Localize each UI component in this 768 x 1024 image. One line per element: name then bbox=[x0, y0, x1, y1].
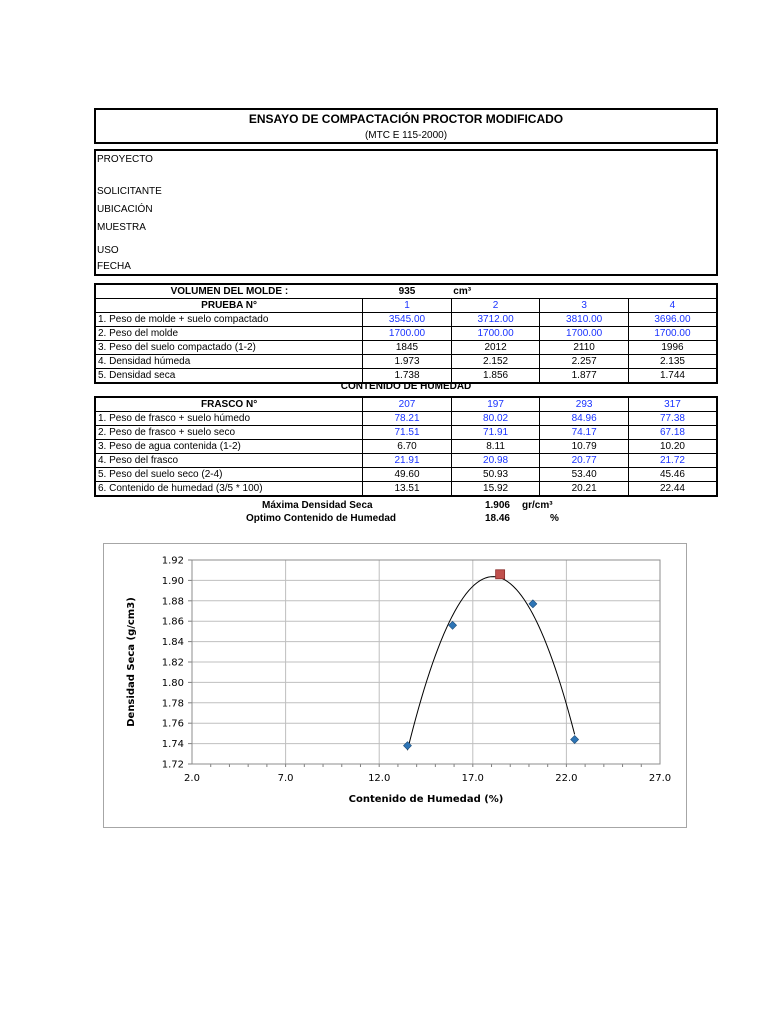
cell-value: 78.21 bbox=[363, 412, 452, 426]
cell-value: 3696.00 bbox=[628, 313, 717, 327]
cell-value: 10.20 bbox=[628, 440, 717, 454]
y-tick-label: 1.88 bbox=[161, 596, 184, 608]
cell-value: 1700.00 bbox=[628, 327, 717, 341]
y-tick-label: 1.72 bbox=[161, 759, 184, 771]
row-label: 2. Peso de frasco + suelo seco bbox=[95, 426, 363, 440]
info-label-ubicacion: UBICACIÓN bbox=[97, 204, 153, 215]
table-row bbox=[95, 341, 717, 355]
x-tick-label: 22.0 bbox=[555, 773, 578, 784]
row-label: 4. Densidad húmeda bbox=[95, 355, 363, 369]
table-row bbox=[95, 468, 717, 482]
info-label-uso: USO bbox=[97, 245, 119, 256]
y-axis-title: Densidad Seca (g/cm3) bbox=[126, 597, 137, 727]
data-point bbox=[449, 621, 457, 629]
cell-value: 1845 bbox=[363, 341, 452, 355]
table-row bbox=[95, 412, 717, 426]
cell-value: 2.152 bbox=[451, 355, 540, 369]
max-density-label: Máxima Densidad Seca bbox=[262, 500, 373, 511]
moisture-table bbox=[94, 396, 718, 497]
cell-value: 1.738 bbox=[363, 369, 452, 384]
optimum-moisture-value: 18.46 bbox=[484, 513, 510, 524]
table-row bbox=[95, 440, 717, 454]
density-table bbox=[94, 283, 718, 384]
cell-value: 1.973 bbox=[363, 355, 452, 369]
title-box bbox=[94, 108, 718, 144]
x-tick-label: 7.0 bbox=[277, 773, 294, 784]
test-number: 1 bbox=[363, 299, 452, 313]
cell-value: 50.93 bbox=[451, 468, 540, 482]
y-tick-label: 1.92 bbox=[161, 555, 184, 567]
cell-value: 21.72 bbox=[628, 454, 717, 468]
cell-value: 49.60 bbox=[363, 468, 452, 482]
cell-value: 2012 bbox=[451, 341, 540, 355]
info-label-solicitante: SOLICITANTE bbox=[97, 186, 162, 197]
cell-value: 45.46 bbox=[628, 468, 717, 482]
cell-value: 71.91 bbox=[451, 426, 540, 440]
optimum-moisture-unit: % bbox=[550, 513, 559, 524]
cell-value: 20.21 bbox=[540, 482, 629, 497]
cell-value: 15.92 bbox=[451, 482, 540, 497]
row-label: 3. Peso del suelo compactado (1-2) bbox=[95, 341, 363, 355]
test-number: 4 bbox=[628, 299, 717, 313]
cell-value: 74.17 bbox=[540, 426, 629, 440]
table-row bbox=[95, 299, 717, 313]
cell-value: 10.79 bbox=[540, 440, 629, 454]
y-tick-label: 1.84 bbox=[161, 637, 184, 649]
test-number: 3 bbox=[540, 299, 629, 313]
cell-value: 84.96 bbox=[540, 412, 629, 426]
table-row bbox=[95, 327, 717, 341]
optimum-moisture-label: Optimo Contenido de Humedad bbox=[246, 513, 396, 524]
row-label: 4. Peso del frasco bbox=[95, 454, 363, 468]
table-row bbox=[95, 482, 717, 497]
y-tick-label: 1.82 bbox=[161, 657, 184, 669]
max-density-unit: gr/cm³ bbox=[522, 500, 553, 511]
table-row bbox=[95, 454, 717, 468]
chart-svg bbox=[104, 544, 688, 829]
y-tick-label: 1.90 bbox=[161, 575, 184, 587]
report-title: ENSAYO DE COMPACTACIÓN PROCTOR MODIFICADO bbox=[248, 112, 564, 126]
flask-number: 197 bbox=[451, 397, 540, 412]
compaction-chart bbox=[103, 543, 687, 828]
row-label: 6. Contenido de humedad (3/5 * 100) bbox=[95, 482, 363, 497]
cell-value: 1.856 bbox=[451, 369, 540, 384]
info-label-muestra: MUESTRA bbox=[97, 222, 146, 233]
y-tick-label: 1.74 bbox=[161, 739, 184, 751]
volume-value: 935 bbox=[398, 286, 416, 297]
cell-value: 1700.00 bbox=[451, 327, 540, 341]
cell-value: 67.18 bbox=[628, 426, 717, 440]
y-tick-label: 1.86 bbox=[161, 616, 184, 628]
flask-number: 317 bbox=[628, 397, 717, 412]
project-info-box bbox=[94, 149, 718, 276]
row-label: 1. Peso de frasco + suelo húmedo bbox=[95, 412, 363, 426]
volume-label: VOLUMEN DEL MOLDE : bbox=[170, 286, 289, 297]
info-label-proyecto: PROYECTO bbox=[97, 154, 153, 165]
x-axis-title: Contenido de Humedad (%) bbox=[348, 794, 504, 805]
fit-curve bbox=[407, 577, 574, 751]
cell-value: 6.70 bbox=[363, 440, 452, 454]
cell-value: 71.51 bbox=[363, 426, 452, 440]
table-row bbox=[95, 355, 717, 369]
cell-value: 3545.00 bbox=[363, 313, 452, 327]
volume-unit: cm³ bbox=[453, 286, 472, 297]
table-row bbox=[95, 426, 717, 440]
max-density-point bbox=[496, 570, 505, 579]
moisture-section-title: CONTENIDO DE HUMEDAD bbox=[340, 381, 472, 392]
cell-value: 1.744 bbox=[628, 369, 717, 384]
cell-value: 22.44 bbox=[628, 482, 717, 497]
cell-value: 1700.00 bbox=[363, 327, 452, 341]
data-point bbox=[403, 742, 411, 750]
row-label: 5. Densidad seca bbox=[95, 369, 363, 384]
table-row bbox=[95, 313, 717, 327]
cell-value: 3712.00 bbox=[451, 313, 540, 327]
cell-value: 53.40 bbox=[540, 468, 629, 482]
frasco-header: FRASCO N° bbox=[95, 397, 363, 412]
report-subtitle: (MTC E 115-2000) bbox=[364, 130, 448, 141]
x-tick-label: 12.0 bbox=[368, 773, 391, 784]
y-tick-label: 1.78 bbox=[161, 698, 184, 710]
flask-number: 293 bbox=[540, 397, 629, 412]
cell-value: 20.98 bbox=[451, 454, 540, 468]
flask-number: 207 bbox=[363, 397, 452, 412]
cell-value: 2.135 bbox=[628, 355, 717, 369]
cell-value: 80.02 bbox=[451, 412, 540, 426]
y-tick-label: 1.80 bbox=[161, 677, 184, 689]
cell-value: 20.77 bbox=[540, 454, 629, 468]
y-tick-label: 1.76 bbox=[161, 718, 184, 730]
x-tick-label: 17.0 bbox=[461, 773, 484, 784]
test-number: 2 bbox=[451, 299, 540, 313]
cell-value: 21.91 bbox=[363, 454, 452, 468]
row-label: 3. Peso de agua contenida (1-2) bbox=[95, 440, 363, 454]
cell-value: 13.51 bbox=[363, 482, 452, 497]
cell-value: 2110 bbox=[540, 341, 629, 355]
cell-value: 3810.00 bbox=[540, 313, 629, 327]
row-label: 1. Peso de molde + suelo compactado bbox=[95, 313, 363, 327]
data-point bbox=[571, 736, 579, 744]
volume-row bbox=[95, 284, 717, 299]
row-label: 2. Peso del molde bbox=[95, 327, 363, 341]
cell-value: 1996 bbox=[628, 341, 717, 355]
cell-value: 2.257 bbox=[540, 355, 629, 369]
x-tick-label: 2.0 bbox=[184, 773, 200, 784]
cell-value: 77.38 bbox=[628, 412, 717, 426]
cell-value: 1.877 bbox=[540, 369, 629, 384]
x-tick-label: 27.0 bbox=[648, 773, 672, 784]
info-label-fecha: FECHA bbox=[97, 261, 131, 272]
prueba-header: PRUEBA N° bbox=[95, 299, 363, 313]
max-density-value: 1.906 bbox=[484, 500, 510, 511]
row-label: 5. Peso del suelo seco (2-4) bbox=[95, 468, 363, 482]
cell-value: 8.11 bbox=[451, 440, 540, 454]
table-row bbox=[95, 397, 717, 412]
cell-value: 1700.00 bbox=[540, 327, 629, 341]
